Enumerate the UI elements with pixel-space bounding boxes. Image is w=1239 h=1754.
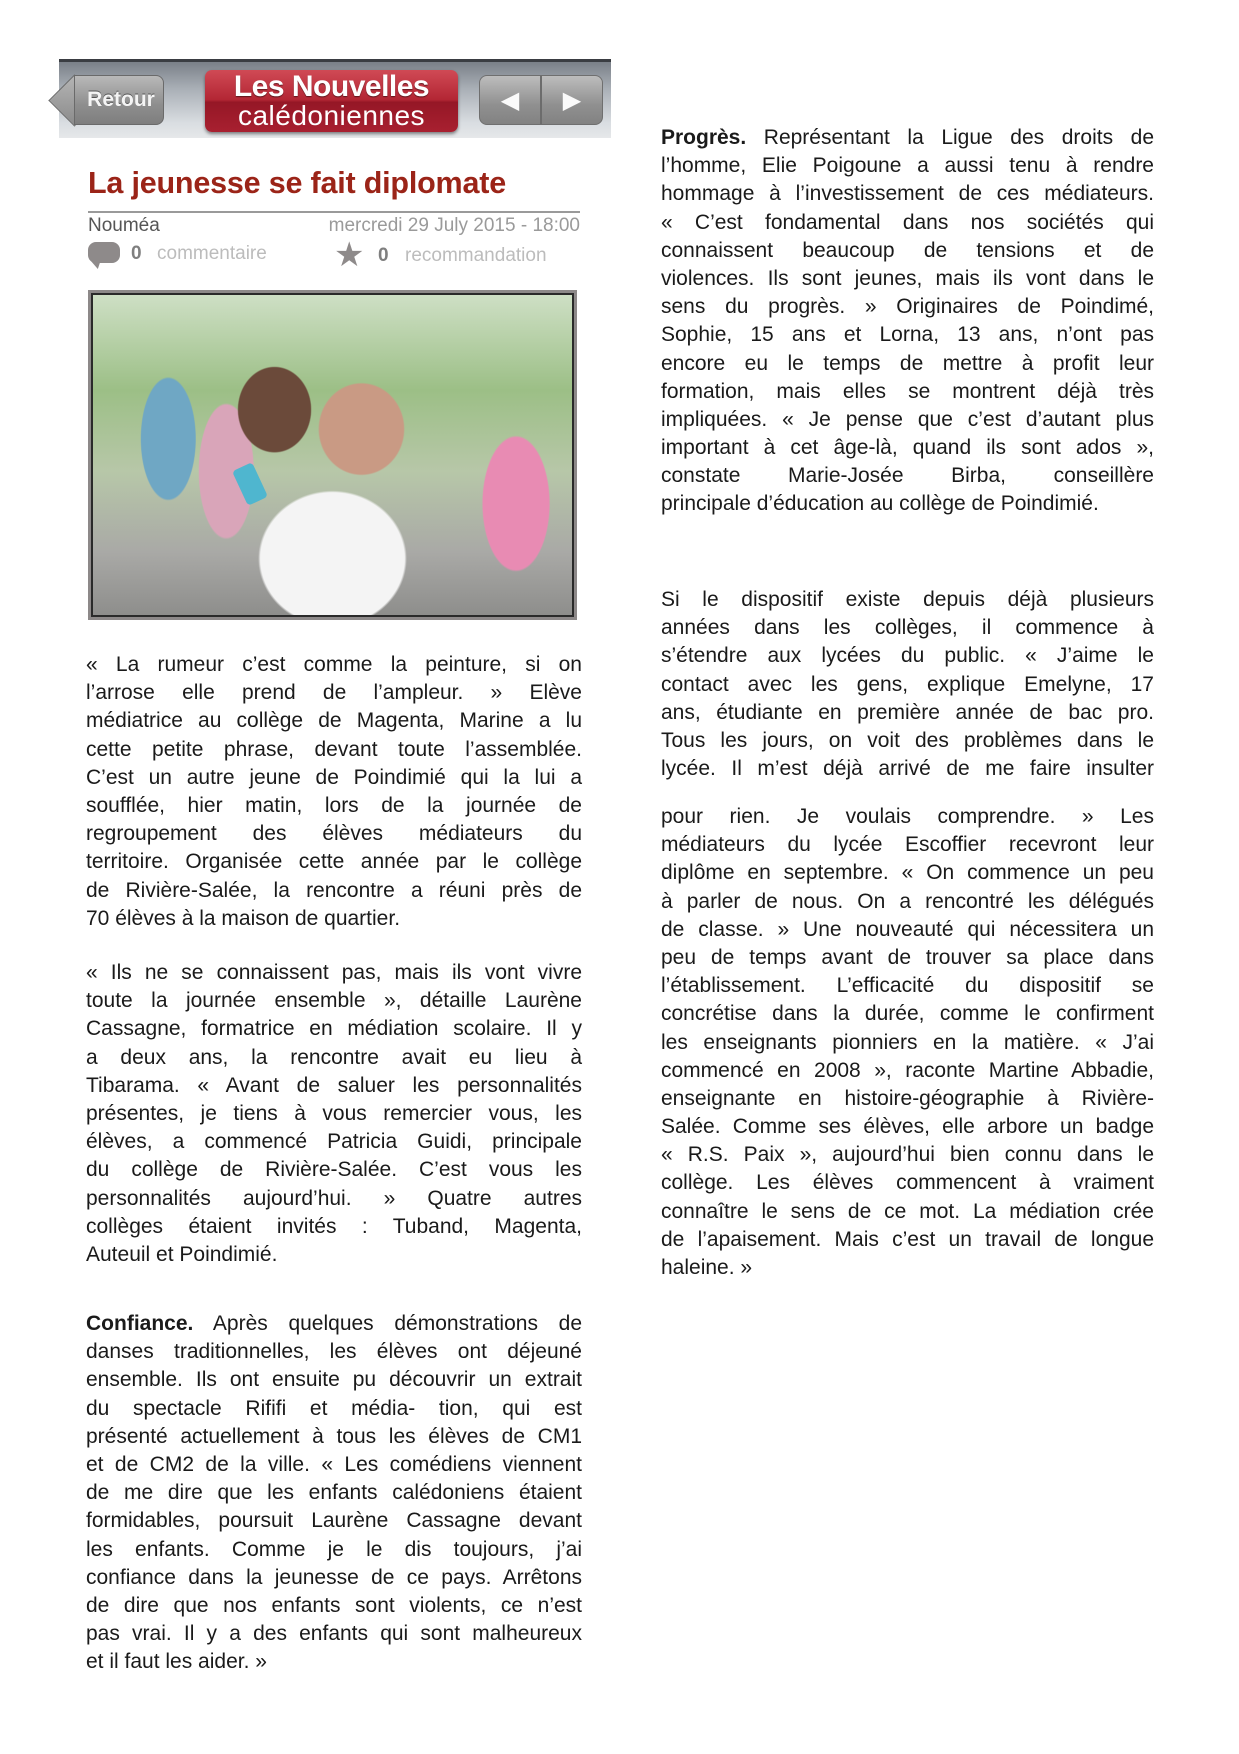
text-line: toute la journée ensemble », détaille Laurène (86, 989, 582, 1013)
text-line: l’homme, Elie Poigoune a aussi tenu à rendre (661, 154, 1154, 178)
text-line: connaissent beaucoup de tensions et de (661, 238, 1154, 262)
text-line: de me dire que les enfants calédoniens étaient (86, 1481, 582, 1505)
back-button[interactable]: Retour (74, 75, 164, 125)
text-line: de Rivière-Salée, la rencontre a réuni près de (86, 878, 582, 902)
text-line (661, 124, 1154, 152)
text-line: les enseignants pionniers en la matière. « J’ai (661, 1030, 1154, 1054)
text-line: lycée. Il m’est déjà arrivé de me faire insulter (661, 757, 1154, 781)
article-nav-segmented-control (479, 75, 603, 125)
text-line: Cassagne, formatrice en médiation scolaire. Il y (86, 1017, 582, 1041)
comments-link[interactable]: commentaire (157, 243, 267, 264)
newspaper-logo (205, 70, 458, 132)
text-line: soufflée, hier matin, lors de la journée de (86, 793, 582, 817)
text-line: à parler de nous. On a rencontré les délégués (661, 889, 1154, 913)
logo-line-2: calédoniennes (237, 100, 426, 131)
text-line: connaître le sens de ce mot. La médiation crée (661, 1199, 1154, 1223)
text-line: présentes, je tiens à vous remercier vous, les (86, 1101, 582, 1125)
text-line: et il faut les aider. » (86, 1650, 267, 1674)
text-line: principale d’éducation au collège de Poindimié. (661, 492, 1099, 516)
previous-article-button[interactable] (480, 76, 542, 124)
text-line: Si le dispositif existe depuis déjà plusieurs (661, 588, 1154, 611)
recommendations-count: 0 (378, 245, 389, 266)
text-line: a deux ans, la rencontre avait eu lieu à (86, 1045, 582, 1069)
text-line: « Ils ne se connaissent pas, mais ils vont vivre (86, 961, 582, 984)
text-line: concrétise dans la durée, comme le confirment (661, 1002, 1154, 1026)
text-line: cette petite phrase, devant toute l’assemblée. (86, 737, 582, 761)
text-line: formation, mais elles se montrent déjà très (661, 379, 1154, 403)
text-line: Salée. Comme ses élèves, elle arbore un badge (661, 1115, 1154, 1139)
text-line: territoire. Organisée cette année par le collège (86, 850, 582, 874)
text-line: important à cet âge-là, quand ils sont ados », (661, 436, 1154, 460)
logo-line-1: Les Nouvelles (233, 70, 430, 103)
text-line: de dire que nos enfants sont violents, ce n’est (86, 1593, 582, 1617)
text-line: confiance dans la jeunesse de ce pays. Arrêtons (86, 1565, 582, 1589)
text-line: « R.S. Paix », aujourd’hui bien connu dans le (661, 1143, 1154, 1167)
left-paragraph-3 (86, 1310, 582, 1676)
text-line: de classe. » Une nouveauté qui nécessitera un (661, 917, 1154, 941)
text-line: formidables, poursuit Laurène Cassagne devant (86, 1509, 582, 1533)
photo-phone-detail (232, 462, 268, 506)
text-line: collèges étaient invités : Tuband, Magenta, (86, 1214, 582, 1238)
section-lead: Progrès. (661, 126, 747, 149)
text-line: années dans les collèges, il commence à (661, 616, 1154, 640)
text-line: hommage à l’investissement de ces médiateurs. (661, 182, 1154, 206)
text-line: ans, étudiante en première année de bac pro. (661, 700, 1154, 724)
text-line: s’étendre aux lycées du public. « J’aime le (661, 644, 1154, 668)
text-line: peu de temps avant de trouver sa place dans (661, 945, 1154, 969)
text-line: du spectacle Rififi et média- tion, qui est (86, 1396, 582, 1420)
text-line: sens du progrès. » Originaires de Poindimé, (661, 295, 1154, 319)
text-line: enseignante en histoire-géographie à Rivière- (661, 1086, 1154, 1110)
right-paragraph-2 (661, 586, 1154, 783)
text-line: haleine. » (661, 1256, 753, 1279)
text-line: encore eu le temps de mettre à profit leur (661, 351, 1154, 375)
text-line: de l’apaisement. Mais c’est un travail de longue (661, 1227, 1154, 1251)
text-line (86, 1310, 582, 1338)
text-line: l’établissement. L’efficacité du dispositif se (661, 974, 1154, 998)
text-line: médiatrice au collège de Magenta, Marine a lu (86, 709, 582, 733)
next-article-button[interactable] (542, 76, 602, 124)
line-text: Après quelques démonstrations de (193, 1312, 582, 1335)
section-lead: Confiance. (86, 1312, 194, 1335)
text-line: impliquées. « Je pense que c’est d’autant plus (661, 407, 1154, 431)
text-line: du collège de Rivière-Salée. C’est vous les (86, 1158, 582, 1182)
triangle-left-icon: ◀ (500, 86, 520, 114)
text-line: l’arrose elle prend de l’ampleur. » Elève (86, 681, 582, 705)
left-paragraph-1 (86, 651, 582, 933)
text-line: Sophie, 15 ans et Lorna, 13 ans, n’ont pas (661, 323, 1154, 347)
recommendations-link[interactable]: recommandation (405, 245, 547, 266)
comments-count: 0 (131, 243, 142, 264)
app-toolbar (59, 59, 611, 138)
text-line: regroupement des élèves médiateurs du (86, 822, 582, 846)
text-line: Tibarama. « Avant de saluer les personnalités (86, 1073, 582, 1097)
text-line: personnalités aujourd’hui. » Quatre autres (86, 1186, 582, 1210)
text-line: élèves, a commencé Patricia Guidi, principale (86, 1130, 582, 1154)
text-line: C’est un autre jeune de Poindimié qui la lui a (86, 765, 582, 789)
text-line: commencé en 2008 », raconte Martine Abbadie, (661, 1058, 1154, 1082)
article-date: mercredi 29 July 2015 - 18:00 (328, 215, 580, 236)
line-text: Représentant la Ligue des droits de (746, 126, 1154, 149)
text-line: pour rien. Je voulais comprendre. » Les (661, 805, 1154, 828)
text-line: « La rumeur c’est comme la peinture, si on (86, 653, 582, 676)
article-location: Nouméa (88, 215, 160, 236)
star-icon[interactable]: ★ (334, 236, 365, 274)
text-line: collège. Les élèves commencent à vraiment (661, 1171, 1154, 1195)
text-line: Auteuil et Poindimié. (86, 1242, 278, 1266)
text-line: les enfants. Comme je le dis toujours, j’ai (86, 1537, 582, 1561)
text-line: danses traditionnelles, les élèves ont déjeuné (86, 1340, 582, 1364)
right-paragraph-1 (661, 124, 1154, 519)
text-line: pas vrai. Il y a des enfants qui sont malheureux (86, 1622, 582, 1646)
text-line: « C’est fondamental dans nos sociétés qui (661, 210, 1154, 234)
left-paragraph-2 (86, 959, 582, 1269)
article-title: La jeunesse se fait diplomate (88, 166, 506, 200)
text-line: présenté actuellement à tous les élèves de CM1 (86, 1424, 582, 1448)
text-line: contact avec les gens, explique Emelyne, 17 (661, 672, 1154, 696)
text-line: diplôme en septembre. « On commence un peu (661, 861, 1154, 885)
triangle-right-icon: ▶ (562, 86, 582, 114)
text-line: 70 élèves à la maison de quartier. (86, 906, 401, 930)
text-line: médiateurs du lycée Escoffier recevront leur (661, 833, 1154, 857)
text-line: constate Marie-Josée Birba, conseillère (661, 464, 1154, 488)
text-line: ensemble. Ils ont ensuite pu découvrir un extrait (86, 1368, 582, 1392)
title-divider (88, 211, 580, 213)
text-line: Tous les jours, on voit des problèmes dans le (661, 728, 1154, 752)
text-line: et de CM2 de la ville. « Les comédiens viennent (86, 1452, 582, 1476)
text-line: violences. Ils sont jeunes, mais ils vont dans le (661, 266, 1154, 290)
right-paragraph-3 (661, 803, 1154, 1282)
article-photo (88, 290, 577, 620)
